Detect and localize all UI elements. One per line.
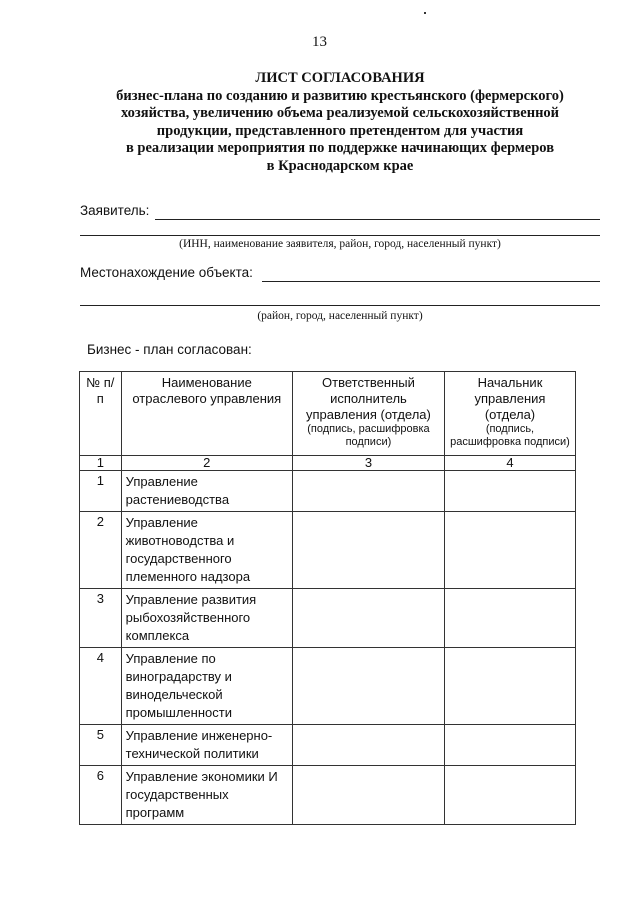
location-label: Местонахождение объекта: [80, 265, 253, 280]
page-number: 13 [312, 34, 327, 50]
department-name: Управление животноводства и государственного племенного надзора [121, 512, 292, 589]
header-head-note: (подпись, расшифровка подписи) [450, 423, 570, 448]
heading-line: продукции, представленного претендентом для участия [156, 122, 524, 139]
department-name: Управление развития рыбохозяйственного комплекса [121, 589, 292, 648]
row-number: 5 [80, 725, 122, 766]
header-department: Наименование отраслевого управления [121, 372, 292, 456]
location-hint: (район, город, населенный пункт) [257, 310, 423, 322]
heading-line: хозяйства, увеличению объема реализуемой сельскохозяйственной [120, 105, 560, 121]
head-signature-cell[interactable] [444, 766, 575, 825]
column-number: 1 [80, 456, 122, 471]
table-row [80, 725, 576, 766]
applicant-hint: (ИНН, наименование заявителя, район, город, населенный пункт) [179, 238, 501, 250]
executor-signature-cell[interactable] [292, 725, 444, 766]
approval-table [79, 371, 576, 825]
document-title: ЛИСТ СОГЛАСОВАНИЯ [255, 70, 425, 86]
executor-signature-cell[interactable] [292, 589, 444, 648]
header-head [444, 372, 575, 456]
head-signature-cell[interactable] [444, 512, 575, 589]
department-name: Управление экономики И государственных программ [121, 766, 292, 825]
table-row [80, 512, 576, 589]
heading-line: в реализации мероприятия по поддержке начинающих фермеров [125, 140, 555, 156]
table-row [80, 589, 576, 648]
executor-signature-cell[interactable] [292, 766, 444, 825]
document-heading [60, 70, 620, 175]
column-number: 4 [444, 456, 575, 471]
applicant-field-line-2[interactable] [80, 235, 600, 236]
head-signature-cell[interactable] [444, 725, 575, 766]
location-field-line[interactable] [262, 281, 600, 282]
column-number-row [80, 456, 576, 471]
column-number: 2 [121, 456, 292, 471]
header-executor [292, 372, 444, 456]
applicant-label: Заявитель: [80, 203, 150, 218]
executor-signature-cell[interactable] [292, 512, 444, 589]
executor-signature-cell[interactable] [292, 648, 444, 725]
header-executor-title: Ответственный исполнитель управления (отдела) [306, 375, 431, 422]
table-row [80, 471, 576, 512]
row-number: 6 [80, 766, 122, 825]
table-row [80, 766, 576, 825]
row-number: 3 [80, 589, 122, 648]
header-executor-note: (подпись, расшифровка подписи) [307, 423, 430, 448]
department-name: Управление по виноградарству и винодельческой промышленности [121, 648, 292, 725]
executor-signature-cell[interactable] [292, 471, 444, 512]
location-field-line-2[interactable] [80, 305, 600, 306]
table-row [80, 648, 576, 725]
row-number: 2 [80, 512, 122, 589]
scan-mark [424, 12, 426, 14]
heading-line: в Краснодарском крае [266, 157, 414, 174]
header-number: № п/п [80, 372, 122, 456]
heading-line: бизнес-плана по созданию и развитию крестьянского (фермерского) [116, 87, 564, 104]
column-number: 3 [292, 456, 444, 471]
row-number: 4 [80, 648, 122, 725]
department-name: Управление инженерно-технической политики [121, 725, 292, 766]
applicant-field-line[interactable] [155, 219, 600, 220]
head-signature-cell[interactable] [444, 648, 575, 725]
head-signature-cell[interactable] [444, 589, 575, 648]
approved-label: Бизнес - план согласован: [87, 342, 252, 357]
header-head-title: Начальник управления (отдела) [474, 375, 546, 422]
department-name: Управление растениеводства [121, 471, 292, 512]
table-header-row [80, 372, 576, 456]
head-signature-cell[interactable] [444, 471, 575, 512]
row-number: 1 [80, 471, 122, 512]
